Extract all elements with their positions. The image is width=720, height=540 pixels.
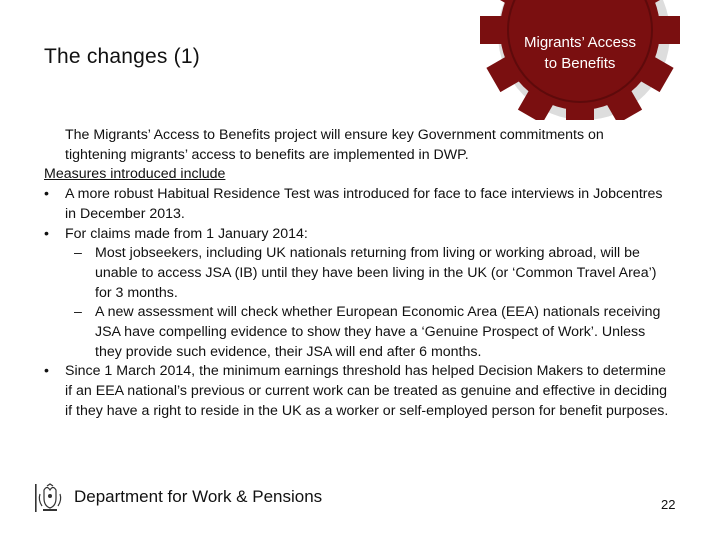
slide-body: [44, 126, 669, 422]
bullet-mark: •: [44, 186, 49, 203]
gear-badge-label: [490, 32, 670, 74]
bullet-text: Since 1 March 2014, the minimum earnings threshold has helped Decision Makers to determine if an EEA national’s previous or current work can be treated as genuine and effective in deciding if they have a right to reside in the UK as a worker or self-employed person for benefit purposes.: [65, 363, 669, 419]
royal-crest-icon: [34, 482, 68, 514]
bullet-item: [44, 362, 669, 421]
dwp-logo: [34, 482, 324, 514]
bullet-text: For claims made from 1 January 2014:: [65, 225, 308, 242]
bullet-mark: •: [44, 225, 49, 242]
sub-bullet-text: A new assessment will check whether European Economic Area (EEA) nationals receiving JSA have compelling evidence to show they have a ‘Genuine Prospect of Work’. Unless they provide such evidence, their JSA will end after 6 months.: [95, 304, 661, 360]
bullet-text: A more robust Habitual Residence Test was introduced for face to face interviews in Jobcentres in December 2013.: [65, 186, 663, 222]
page-number: 22: [661, 497, 676, 512]
sub-bullet-text: Most jobseekers, including UK nationals returning from living or working abroad, will be unable to access JSA (IB) until they have been living in the UK (or ‘Common Travel Area’) for 3 months.: [95, 245, 657, 301]
intro-paragraph: The Migrants’ Access to Benefits project will ensure key Government commitments on tightening migrants’ access to benefits are implemented in DWP.: [65, 127, 604, 163]
bullet-mark: •: [44, 363, 49, 380]
sub-bullet-item: [44, 303, 669, 362]
sub-bullet-item: [44, 244, 669, 303]
slide-title: The changes (1): [44, 45, 200, 68]
bullet-item: [44, 225, 669, 245]
badge-line-1: Migrants’ Access: [524, 34, 636, 51]
badge-line-2: to Benefits: [544, 55, 616, 72]
dash-mark: –: [74, 245, 82, 262]
measures-heading: Measures introduced include: [44, 166, 226, 183]
dash-mark: –: [74, 304, 82, 321]
bullet-item: [44, 185, 669, 224]
department-name: Department for Work & Pensions: [74, 487, 323, 506]
